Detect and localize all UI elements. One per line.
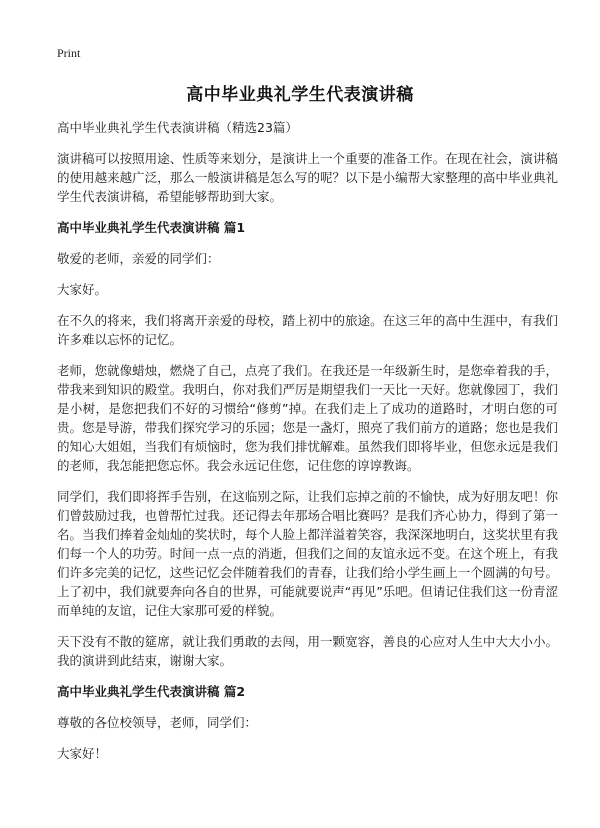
salutation: 敬爱的老师，亲爱的同学们：: [57, 251, 220, 266]
intro-paragraph: 演讲稿可以按照用途、性质等来划分，是演讲上一个重要的准备工作。在现在社会，演讲稿的使用越来越广泛，那么一般演讲稿是怎么写的呢？以下是小编帮大家整理的高中毕业典礼学生代表演讲稿，希望能够帮助到大家。: [57, 151, 558, 204]
print-link[interactable]: Print: [57, 46, 81, 60]
closing-paragraph: 天下没有不散的筵席，就让我们勇敢的去闯，用一颗宽容，善良的心应对人生中大大小小。我的演讲到此结束，谢谢大家。: [57, 634, 558, 668]
document-subtitle: 高中毕业典礼学生代表演讲稿（精选23篇）: [57, 120, 298, 135]
section-1-heading: 高中毕业典礼学生代表演讲稿 篇1: [57, 220, 246, 235]
body-paragraph: 同学们，我们即将挥手告别，在这临别之际，让我们忘掉之前的不愉快，成为好朋友吧！你们曾鼓励过我，也曾帮忙过我。还记得去年那场合唱比赛吗？是我们齐心协力，得到了第一名。当我们捧着金灿灿的奖状时，每个人脸上都洋溢着笑容，我深深地明白，这奖状里有我们每一个人的功劳。时间一点一点的消逝，但我们之间的友谊永远不变。在这个班上，有我们许多完美的记忆，这些记忆会伴随着我们的青春，让我们给小学生画上一个圆满的句号。上了初中，我们就要奔向各自的世界，可能就要说声“再见”乐吧。但请记住我们这一份青涩而单纯的友谊，记住大家那可爱的样貌。: [57, 489, 558, 618]
document-body: [57, 118, 558, 775]
greeting: 大家好。: [57, 282, 108, 297]
page-title: 高中毕业典礼学生代表演讲稿: [186, 85, 414, 105]
greeting: 大家好！: [57, 746, 108, 761]
salutation: 尊敬的各位校领导，老师，同学们：: [57, 715, 258, 730]
section-2-heading: 高中毕业典礼学生代表演讲稿 篇2: [57, 684, 246, 699]
body-paragraph: 在不久的将来，我们将离开亲爱的母校，踏上初中的旅途。在这三年的高中生涯中，有我们许多难以忘怀的记忆。: [57, 313, 558, 347]
body-paragraph: 老师，您就像蜡烛，燃烧了自己，点亮了我们。在我还是一年级新生时，是您牵着我的手，带我来到知识的殿堂。我明白，你对我们严厉是期望我们一天比一天好。您就像园丁，我们是小树，是您把我们不好的习惯给“修剪”掉。在我们走上了成功的道路时，才明白您的可贵。您是导游，带我们探究学习的乐园；您是一盏灯，照亮了我们前方的道路；您也是我们的知心大姐姐，当我们有烦恼时，您为我们排忧解难。虽然我们即将毕业，但您永远是我们的老师，我怎能把您忘怀。我会永远记住您，记住您的谆谆教诲。: [57, 363, 558, 473]
